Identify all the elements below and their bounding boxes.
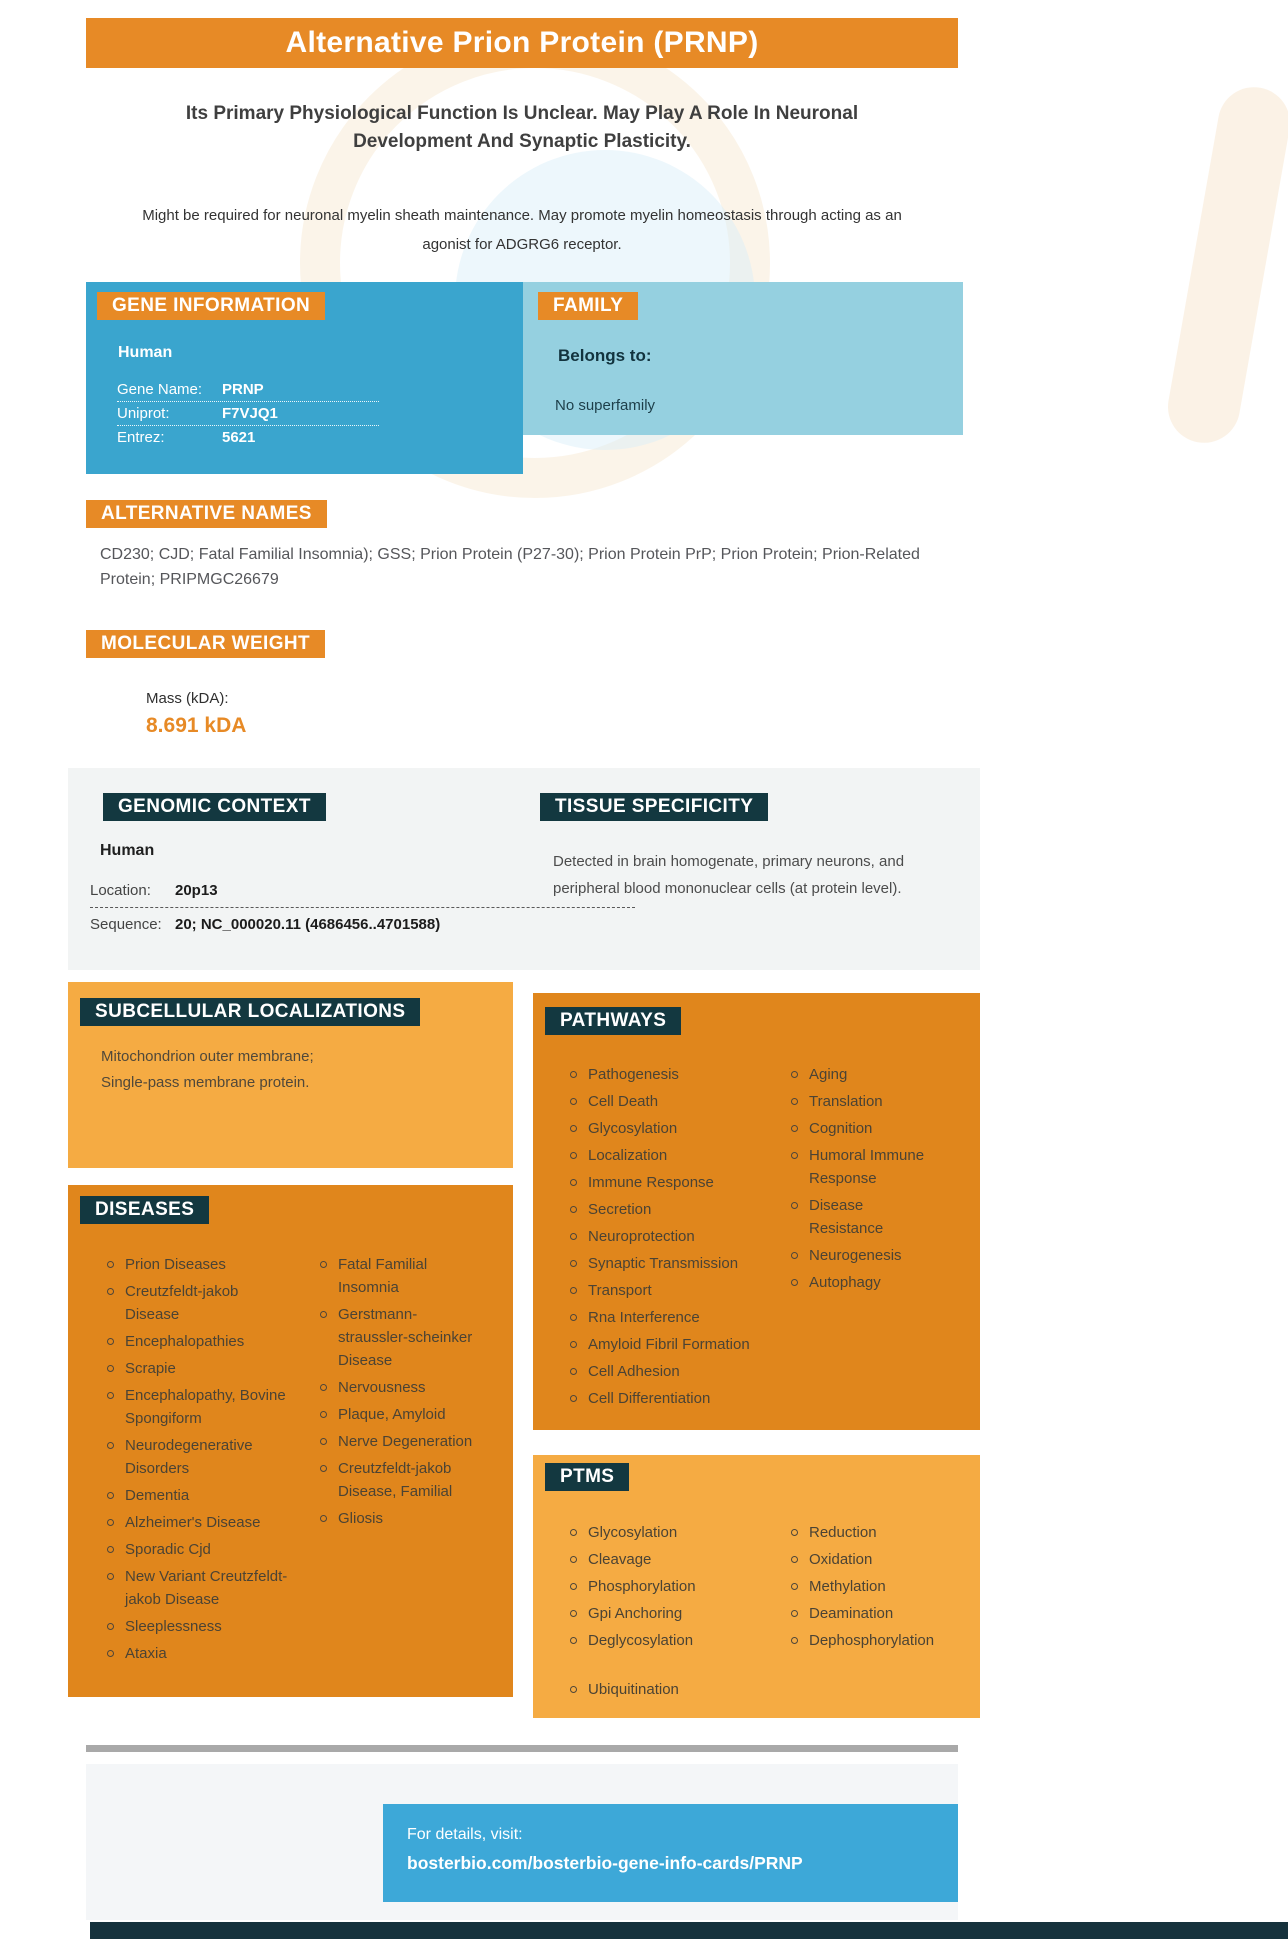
list-item: Disease Resistance: [788, 1194, 938, 1240]
list-item: Synaptic Transmission: [567, 1252, 772, 1275]
diseases-column-1: [104, 1253, 289, 1669]
list-item: New Variant Creutzfeldt-jakob Disease: [104, 1565, 289, 1611]
list-item: Dephosphorylation: [788, 1629, 953, 1652]
page-subtitle: Its Primary Physiological Function Is Unclear. May Play A Role In Neuronal Development And Synaptic Plasticity.: [185, 103, 859, 152]
info-row: [117, 426, 379, 449]
list-item: Secretion: [567, 1198, 772, 1221]
list-item: Encephalopathy, Bovine Spongiform: [104, 1384, 289, 1430]
field-value: 20p13: [175, 882, 218, 899]
list-item: Aging: [788, 1063, 938, 1086]
list-item: Gpi Anchoring: [567, 1602, 772, 1625]
ptms-panel: [533, 1455, 980, 1718]
list-item: Alzheimer's Disease: [104, 1511, 289, 1534]
list-item: Gerstmann-straussler-scheinker Disease: [317, 1303, 485, 1372]
footer-url-link[interactable]: bosterbio.com/bosterbio-gene-info-cards/PRNP: [407, 1853, 803, 1873]
diseases-heading: DISEASES: [80, 1196, 209, 1224]
page-description: Might be required for neuronal myelin sheath maintenance. May promote myelin homeostasis through acting as an agonist for ADGRG6 receptor.: [142, 207, 902, 253]
list-item: Encephalopathies: [104, 1330, 289, 1353]
page-title: Alternative Prion Protein (PRNP): [285, 26, 759, 59]
molecular-weight-heading: MOLECULAR WEIGHT: [86, 630, 325, 658]
ptms-lists: [567, 1521, 953, 1705]
list-item: Creutzfeldt-jakob Disease: [104, 1280, 289, 1326]
list-item: Neurodegenerative Disorders: [104, 1434, 289, 1480]
tissue-specificity-text: Detected in brain homogenate, primary neurons, and peripheral blood mononuclear cells (at protein level).: [553, 853, 905, 897]
bottom-bar: [90, 1922, 1288, 1939]
diseases-lists: [104, 1253, 485, 1669]
subcellular-localizations-panel: [68, 982, 513, 1168]
list-item: Ataxia: [104, 1642, 289, 1665]
list-item: Translation: [788, 1090, 938, 1113]
list-item: Sleeplessness: [104, 1615, 289, 1638]
field-label: Entrez:: [117, 429, 165, 446]
list-item: Oxidation: [788, 1548, 953, 1571]
field-value: PRNP: [222, 381, 264, 398]
list-item: Glycosylation: [567, 1117, 772, 1140]
list-item: Localization: [567, 1144, 772, 1167]
list-item: Pathogenesis: [567, 1063, 772, 1086]
list-item: Neuroprotection: [567, 1225, 772, 1248]
alternative-names-heading: ALTERNATIVE NAMES: [86, 500, 327, 528]
list-item: Rna Interference: [567, 1306, 772, 1329]
list-item: Ubiquitination: [567, 1678, 772, 1701]
field-value: 5621: [222, 429, 256, 446]
field-label: Location:: [90, 882, 151, 899]
ptms-column-1: [567, 1521, 772, 1705]
ptms-heading: PTMS: [545, 1463, 629, 1491]
info-row: [117, 378, 379, 402]
gene-information-rows: [117, 378, 379, 449]
field-value: F7VJQ1: [222, 405, 278, 422]
list-item: Reduction: [788, 1521, 953, 1544]
diseases-column-2: [317, 1253, 485, 1669]
list-item: Glycosylation: [567, 1521, 772, 1544]
pathways-heading: PATHWAYS: [545, 1007, 681, 1035]
field-label: Uniprot:: [117, 405, 170, 422]
list-item: Sporadic Cjd: [104, 1538, 289, 1561]
footer-divider: [86, 1745, 958, 1752]
mass-value: 8.691 kDA: [146, 714, 247, 737]
genomic-tissue-panel: [68, 768, 980, 970]
list-item: Cell Death: [567, 1090, 772, 1113]
alternative-names-text: CD230; CJD; Fatal Familial Insomnia); GSS; Prion Protein (P27-30); Prion Protein PrP; Prion Protein; Prion-Related Protein; PRIPMGC26679: [100, 546, 920, 588]
list-item: Immune Response: [567, 1171, 772, 1194]
pathways-column-2: [788, 1063, 938, 1414]
family-heading: FAMILY: [538, 292, 638, 320]
info-row: [90, 908, 635, 941]
list-item: Deamination: [788, 1602, 953, 1625]
list-item: Gliosis: [317, 1507, 485, 1530]
list-item: Methylation: [788, 1575, 953, 1598]
list-item: Phosphorylation: [567, 1575, 772, 1598]
gene-information-heading: GENE INFORMATION: [97, 292, 325, 320]
pathways-column-1: [567, 1063, 772, 1414]
list-item: Neurogenesis: [788, 1244, 938, 1267]
watermark-band: [1162, 81, 1288, 448]
subcellular-localizations-heading: SUBCELLULAR LOCALIZATIONS: [80, 998, 420, 1026]
list-item: Autophagy: [788, 1271, 938, 1294]
list-item: Fatal Familial Insomnia: [317, 1253, 485, 1299]
field-label: Gene Name:: [117, 381, 203, 398]
header-bar: [86, 18, 958, 68]
tissue-specificity-heading: TISSUE SPECIFICITY: [540, 793, 768, 821]
list-item: Scrapie: [104, 1357, 289, 1380]
species-label: Human: [118, 344, 173, 361]
footer-panel: [86, 1764, 958, 1920]
list-item: Nervousness: [317, 1376, 485, 1399]
family-panel: [523, 282, 963, 435]
list-item: Creutzfeldt-jakob Disease, Familial: [317, 1457, 485, 1503]
family-value: No superfamily: [555, 397, 656, 414]
gene-information-panel: [86, 282, 523, 474]
pathways-lists: [567, 1063, 938, 1414]
mass-label: Mass (kDA):: [146, 690, 229, 707]
list-item: Prion Diseases: [104, 1253, 289, 1276]
list-item: Cell Differentiation: [567, 1387, 772, 1410]
list-item: Dementia: [104, 1484, 289, 1507]
list-item: Deglycosylation: [567, 1629, 772, 1652]
ptms-column-2: [788, 1521, 953, 1705]
list-item: Cognition: [788, 1117, 938, 1140]
field-value: 20; NC_000020.11 (4686456..4701588): [175, 916, 441, 933]
list-item: Cell Adhesion: [567, 1360, 772, 1383]
list-item: Cleavage: [567, 1548, 772, 1571]
species-label: Human: [100, 842, 155, 859]
footer-visit-label: For details, visit:: [407, 1826, 523, 1843]
list-item: Amyloid Fibril Formation: [567, 1333, 772, 1356]
info-row: [117, 402, 379, 426]
footer-visit-box: [383, 1804, 958, 1902]
list-item: Humoral Immune Response: [788, 1144, 938, 1190]
list-item: Plaque, Amyloid: [317, 1403, 485, 1426]
diseases-panel: [68, 1185, 513, 1697]
family-belongs-label: Belongs to:: [558, 346, 652, 365]
subcellular-localizations-text: Mitochondrion outer membrane; Single-pass membrane protein.: [101, 1048, 314, 1092]
genomic-context-heading: GENOMIC CONTEXT: [103, 793, 326, 821]
list-item: Nerve Degeneration: [317, 1430, 485, 1453]
field-label: Sequence:: [90, 916, 162, 933]
pathways-panel: [533, 993, 980, 1430]
list-item: Transport: [567, 1279, 772, 1302]
